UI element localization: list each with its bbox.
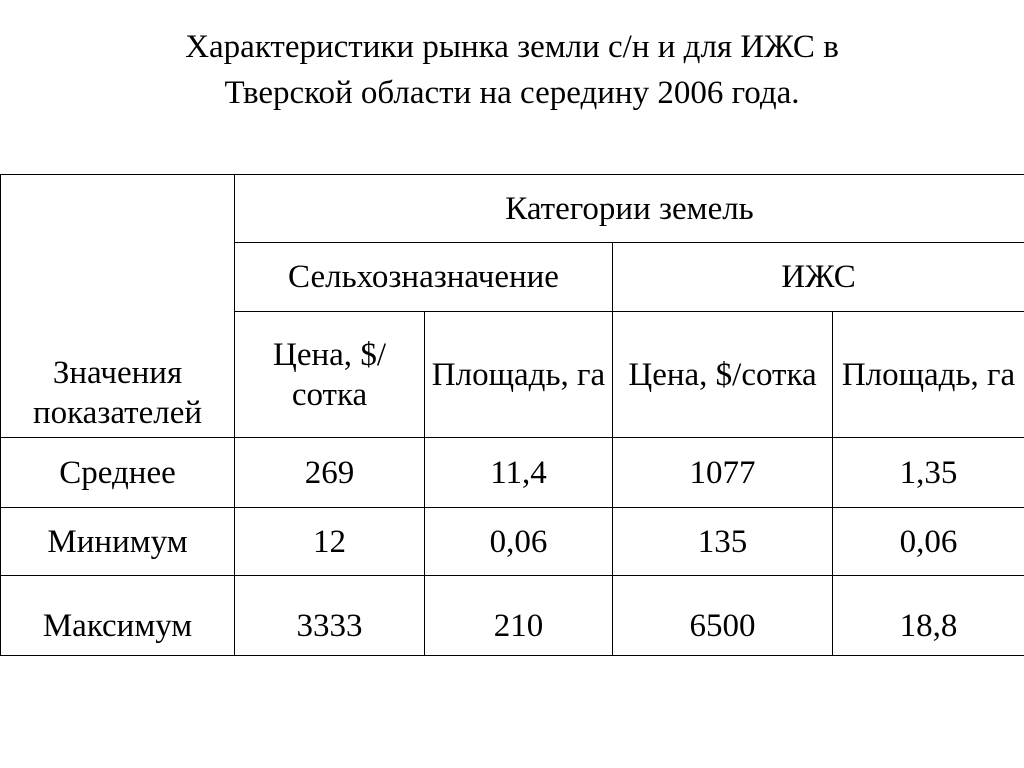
table-cell: 269 (235, 438, 425, 508)
land-market-table (0, 174, 1024, 656)
table-cell: 12 (235, 508, 425, 576)
table-row-minimum (1, 508, 1024, 576)
table-cell: 0,06 (833, 508, 1024, 576)
column-header-izhs-area (833, 312, 1024, 438)
table-cell: 6500 (613, 576, 833, 656)
table-cell: 0,06 (425, 508, 613, 576)
row-label: Среднее (1, 438, 235, 508)
category-header-izhs: ИЖС (613, 243, 1024, 312)
title-line-2: Тверской области на середину 2006 года. (224, 75, 800, 111)
column-header-line: Площадь, (841, 356, 979, 393)
table-cell: 210 (425, 576, 613, 656)
column-header-line: Цена, (628, 356, 708, 393)
table-cell: 11,4 (425, 438, 613, 508)
category-header-agricultural: Сельхозназначение (235, 243, 613, 312)
table-row-average (1, 438, 1024, 508)
table-cell: 135 (613, 508, 833, 576)
table-cell: 1,35 (833, 438, 1024, 508)
row-label: Минимум (1, 508, 235, 576)
title-line-1: Характеристики рынка земли с/н и для ИЖС в (185, 29, 839, 65)
table-cell: 3333 (235, 576, 425, 656)
table-header-row (1, 175, 1024, 243)
row-header-label-cell (1, 175, 235, 438)
column-header-agri-price (235, 312, 425, 438)
group-header-cell: Категории земель (235, 175, 1024, 243)
column-header-line: $/сотка (715, 356, 817, 393)
column-header-line: Площадь, (431, 356, 569, 393)
column-header-line: га (577, 356, 606, 393)
table-cell: 18,8 (833, 576, 1024, 656)
column-header-line: га (987, 356, 1016, 393)
column-header-agri-area (425, 312, 613, 438)
row-header-label-line-2: показателей (32, 395, 202, 431)
table-row-maximum (1, 576, 1024, 656)
column-header-izhs-price (613, 312, 833, 438)
slide-title (0, 24, 1024, 116)
column-header-line: Цена, (273, 336, 353, 373)
table-cell: 1077 (613, 438, 833, 508)
row-label: Максимум (1, 576, 235, 656)
column-header-line: $/сотка (291, 336, 386, 413)
row-header-label-line-1: Значения (52, 355, 183, 391)
